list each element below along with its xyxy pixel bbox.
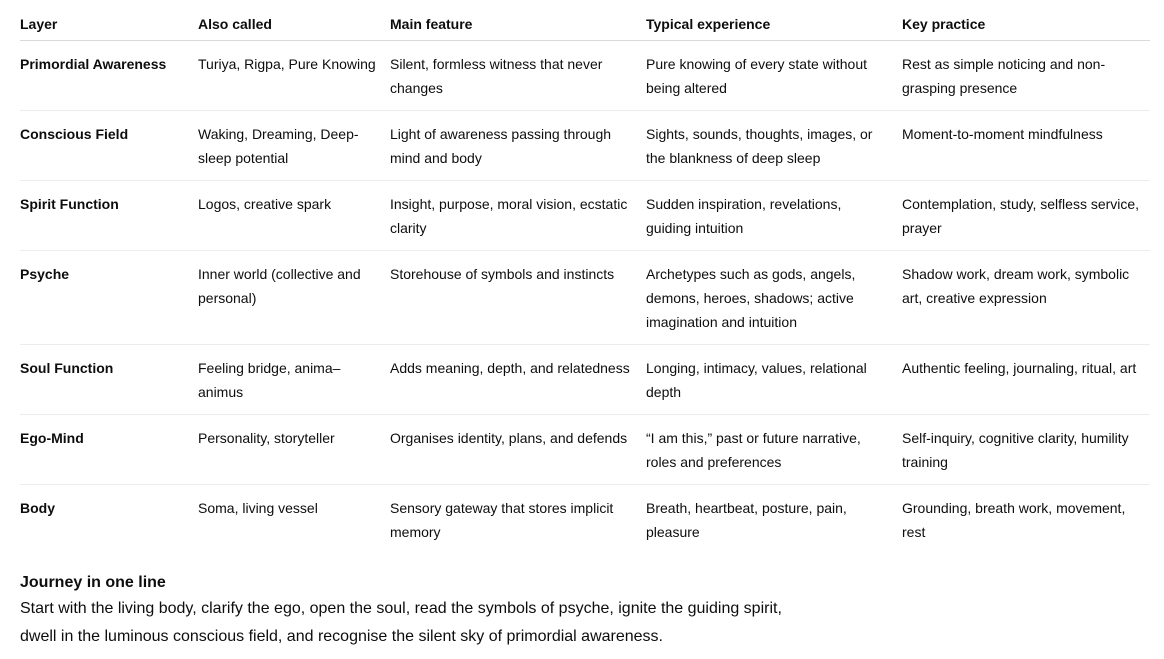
- cell-main-feature: Organises identity, plans, and defends: [390, 415, 646, 485]
- table-row: [20, 111, 1150, 181]
- column-header-key-practice: Key practice: [902, 0, 1150, 41]
- cell-layer: Spirit Function: [20, 181, 198, 251]
- cell-typical-experience: Longing, intimacy, values, relational depth: [646, 345, 902, 415]
- table-row: [20, 181, 1150, 251]
- table-row: [20, 251, 1150, 345]
- column-header-typical-experience: Typical experience: [646, 0, 902, 41]
- layers-table: [20, 0, 1150, 554]
- cell-layer: Soul Function: [20, 345, 198, 415]
- cell-layer: Primordial Awareness: [20, 41, 198, 111]
- cell-layer: Psyche: [20, 251, 198, 345]
- cell-typical-experience: Sights, sounds, thoughts, images, or the blankness of deep sleep: [646, 111, 902, 181]
- table-row: [20, 415, 1150, 485]
- cell-also-called: Personality, storyteller: [198, 415, 390, 485]
- cell-main-feature: Light of awareness passing through mind and body: [390, 111, 646, 181]
- cell-key-practice: Authentic feeling, journaling, ritual, art: [902, 345, 1150, 415]
- cell-typical-experience: “I am this,” past or future narrative, roles and preferences: [646, 415, 902, 485]
- cell-typical-experience: Sudden inspiration, revelations, guiding intuition: [646, 181, 902, 251]
- layers-table-container: [20, 0, 1150, 554]
- journey-summary: [20, 571, 800, 651]
- cell-typical-experience: Breath, heartbeat, posture, pain, pleasure: [646, 500, 847, 540]
- summary-title: Journey in one line: [20, 574, 166, 591]
- cell-typical-experience: Archetypes such as gods, angels, demons, heroes, shadows; active imagination and intuition: [646, 251, 902, 345]
- cell-key-practice: Shadow work, dream work, symbolic art, creative expression: [902, 251, 1150, 345]
- cell-also-called: Soma, living vessel: [198, 500, 318, 516]
- cell-main-feature: Silent, formless witness that never changes: [390, 41, 646, 111]
- table-row: [20, 41, 1150, 111]
- cell-also-called: Feeling bridge, anima–animus: [198, 345, 390, 415]
- summary-text: Start with the living body, clarify the ego, open the soul, read the symbols of psyche, ignite the guiding spirit, dwell in the luminous conscious field, and recognise the silent sky of primordial awareness.: [20, 600, 782, 645]
- cell-main-feature: Sensory gateway that stores implicit memory: [390, 500, 614, 540]
- cell-layer: Conscious Field: [20, 111, 198, 181]
- cell-layer: Ego-Mind: [20, 415, 198, 485]
- cell-main-feature: Adds meaning, depth, and relatedness: [390, 345, 646, 415]
- cell-main-feature: Storehouse of symbols and instincts: [390, 251, 646, 345]
- table-row: [20, 485, 1150, 555]
- table-row: [20, 345, 1150, 415]
- cell-key-practice: Contemplation, study, selfless service, prayer: [902, 181, 1150, 251]
- cell-also-called: Turiya, Rigpa, Pure Knowing: [198, 41, 390, 111]
- column-header-layer: Layer: [20, 0, 198, 41]
- cell-key-practice: Moment-to-moment mindfulness: [902, 111, 1150, 181]
- cell-also-called: Logos, creative spark: [198, 181, 390, 251]
- column-header-also-called: Also called: [198, 0, 390, 41]
- cell-key-practice: Self-inquiry, cognitive clarity, humility training: [902, 415, 1150, 485]
- cell-key-practice: Rest as simple noticing and non-grasping presence: [902, 41, 1150, 111]
- table-header-row: [20, 0, 1150, 41]
- cell-also-called: Inner world (collective and personal): [198, 251, 390, 345]
- cell-layer: Body: [20, 500, 55, 516]
- cell-key-practice: Grounding, breath work, movement, rest: [902, 500, 1126, 540]
- cell-typical-experience: Pure knowing of every state without being altered: [646, 41, 902, 111]
- cell-also-called: Waking, Dreaming, Deep-sleep potential: [198, 111, 390, 181]
- cell-main-feature: Insight, purpose, moral vision, ecstatic clarity: [390, 181, 646, 251]
- column-header-main-feature: Main feature: [390, 0, 646, 41]
